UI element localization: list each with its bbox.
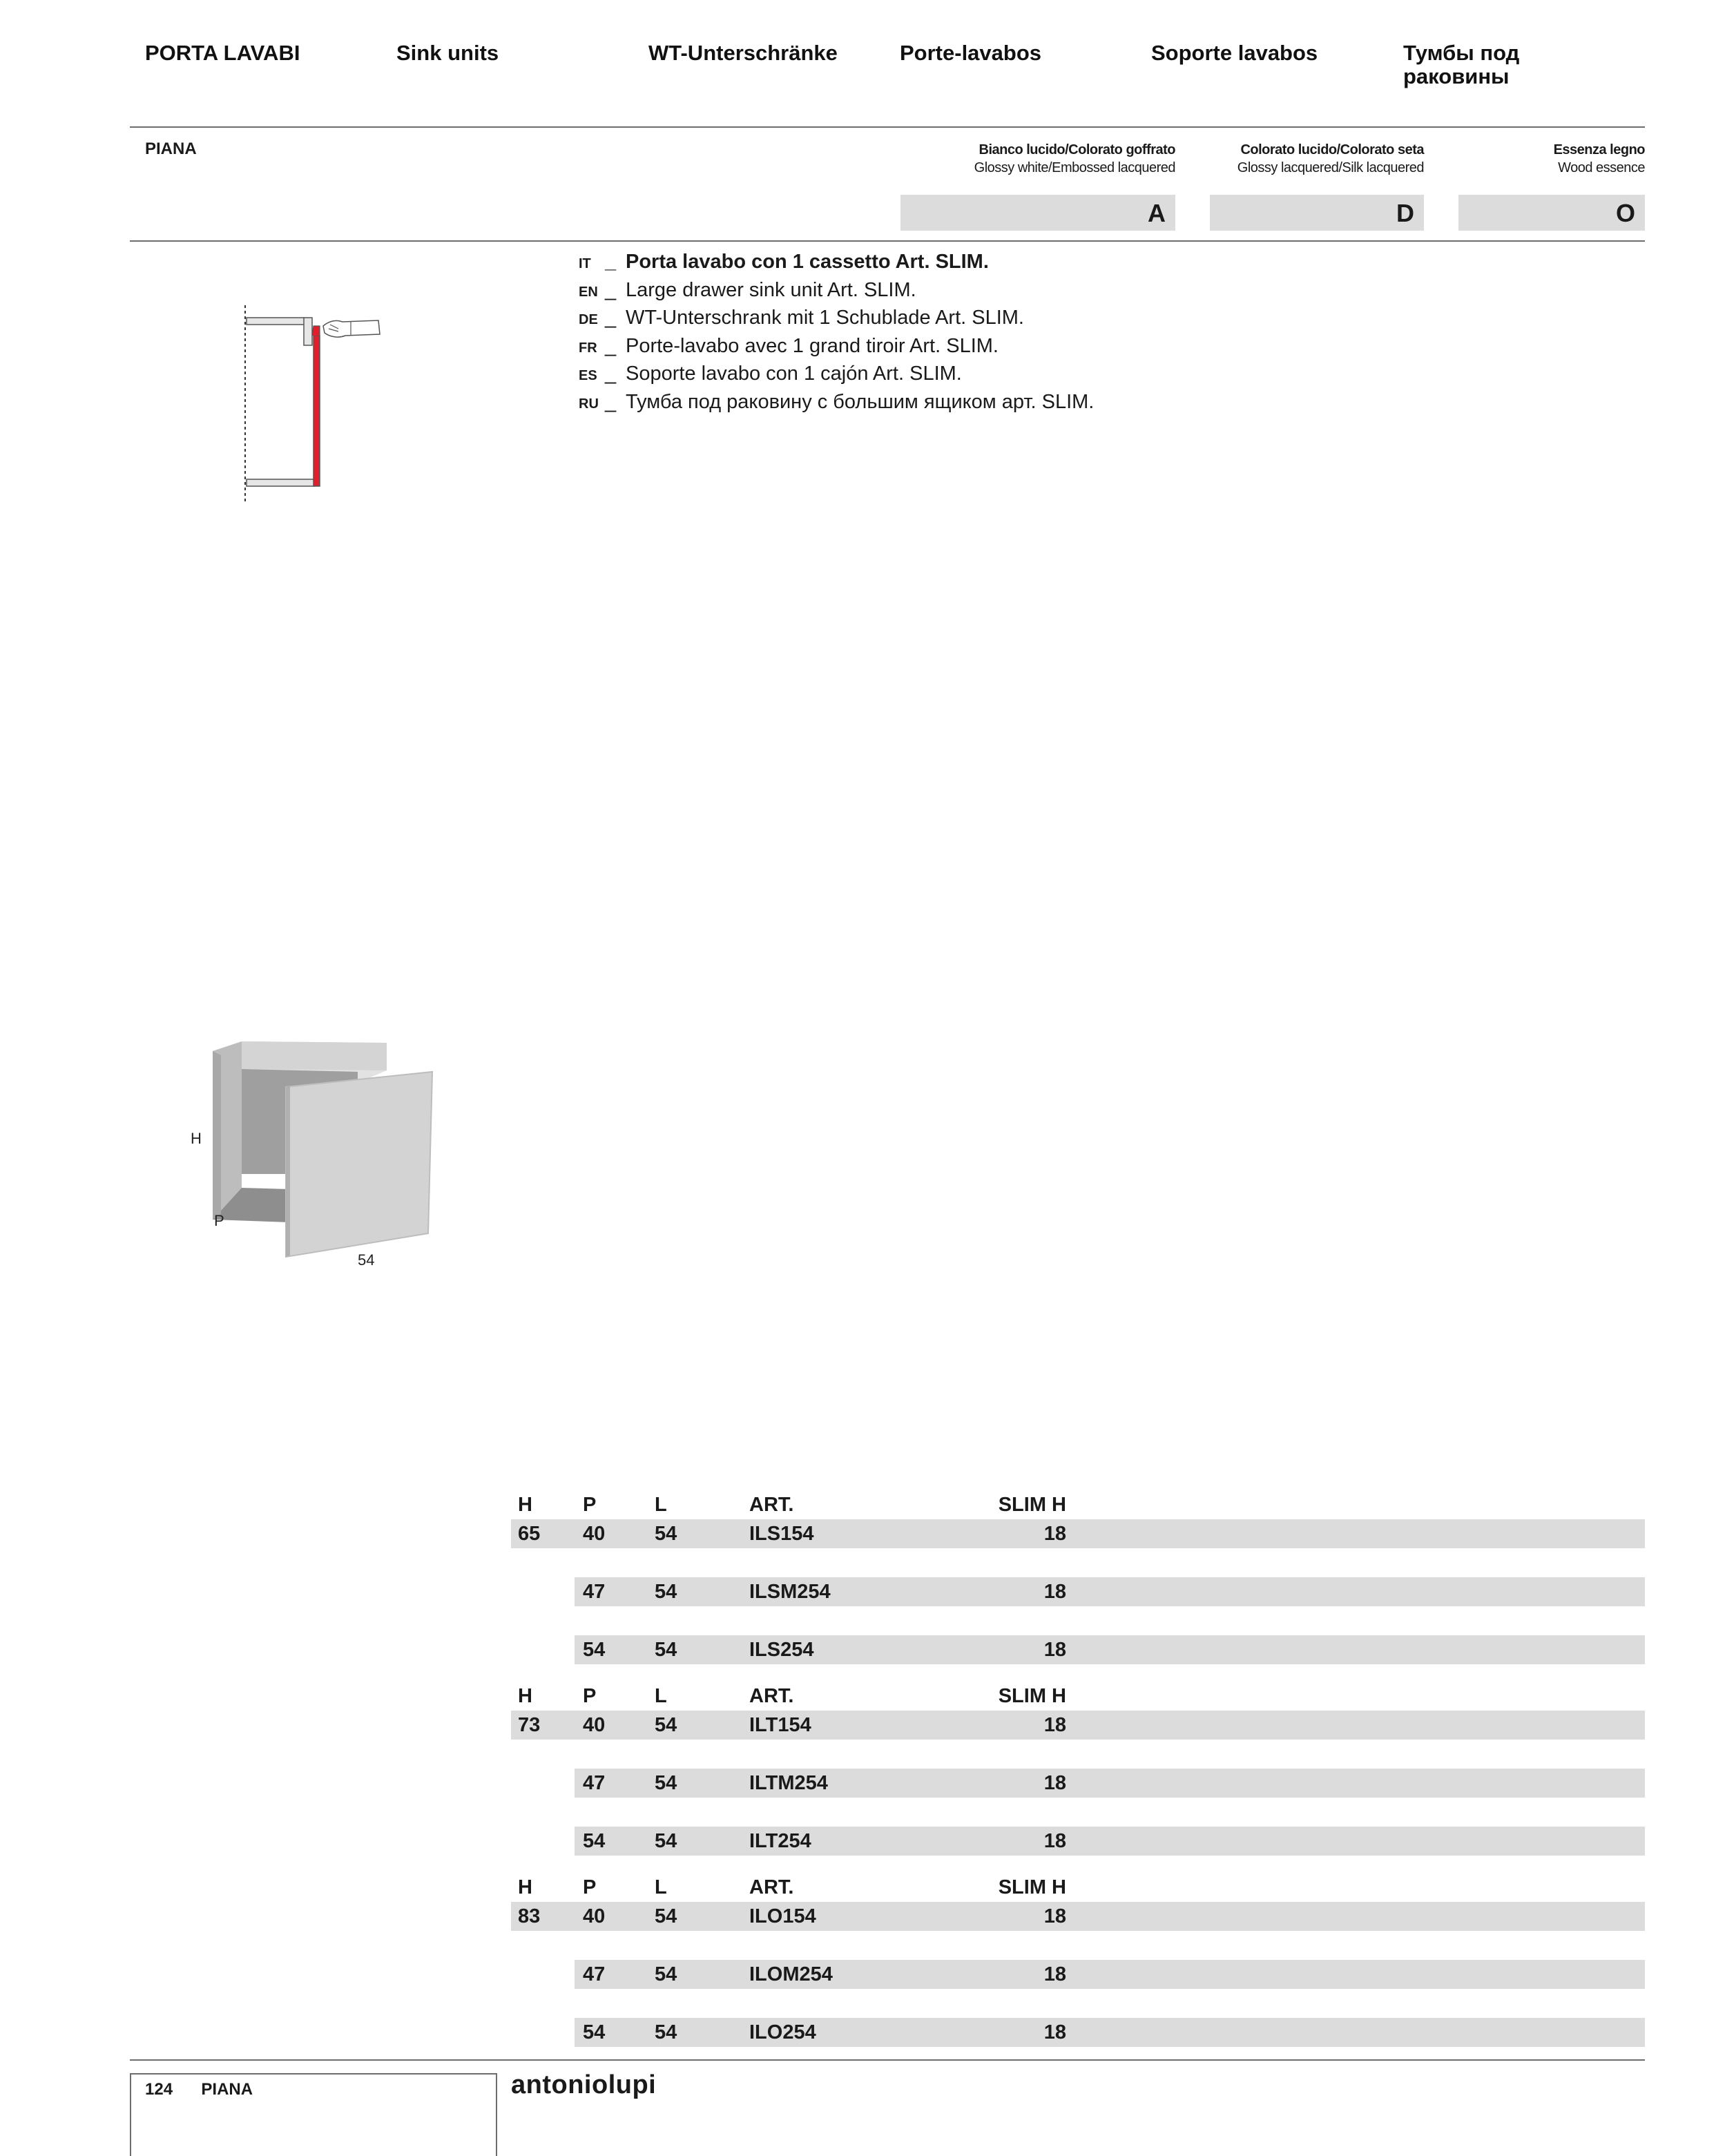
- finish-o-name: Essenza legno: [1553, 142, 1645, 157]
- cell-l: 54: [655, 1830, 677, 1852]
- cell-p: 47: [583, 1772, 606, 1794]
- cell-p: 47: [583, 1963, 606, 1985]
- table-row: [575, 1960, 1645, 1989]
- cell-art: ILT254: [749, 1830, 811, 1852]
- header-p: P: [583, 1876, 597, 1898]
- header-art: ART.: [749, 1685, 794, 1707]
- cell-p: 40: [583, 1714, 606, 1736]
- description-en: EN _ Large drawer sink unit Art. SLIM.: [579, 278, 1094, 307]
- description-text-fr: Porte-lavabo avec 1 grand tiroir Art. SLIM.: [626, 334, 999, 357]
- dimension-table-65: [511, 1490, 1645, 1664]
- cell-h: 83: [518, 1905, 541, 1927]
- finish-a-translation: Glossy white/Embossed lacquered: [974, 160, 1175, 175]
- brand-logo: antoniolupi: [511, 2070, 657, 2099]
- section-drawing: [235, 297, 394, 504]
- table-spacer: [511, 1798, 1645, 1827]
- cell-art: ILS154: [749, 1523, 814, 1545]
- header-slim-h: SLIM H: [998, 1494, 1066, 1516]
- header-l: L: [655, 1685, 667, 1707]
- lang-code-es: ES: [579, 368, 597, 383]
- description-text-ru: Тумба под раковину с большим ящиком арт. SLIM.: [626, 390, 1095, 413]
- table-spacer: [511, 1606, 1645, 1635]
- lang-code-en: EN: [579, 284, 598, 300]
- cell-p: 54: [583, 2021, 606, 2043]
- header-p: P: [583, 1685, 597, 1707]
- cell-h: 73: [518, 1714, 541, 1736]
- cell-art: ILTM254: [749, 1772, 828, 1794]
- description-ru: RU _ Тумба под раковину с большим ящиком арт. SLIM.: [579, 390, 1094, 418]
- table-row: [511, 1902, 1645, 1931]
- category-de: WT-Unterschränke: [648, 41, 838, 65]
- cell-slim-h: 18: [1043, 1905, 1066, 1927]
- header-l: L: [655, 1494, 667, 1516]
- header-p: P: [583, 1494, 597, 1516]
- table-spacer: [511, 1740, 1645, 1769]
- header-h: H: [518, 1494, 532, 1516]
- section-rule: [130, 240, 1645, 242]
- header-h: H: [518, 1876, 532, 1898]
- category-it: PORTA LAVABI: [145, 41, 300, 65]
- cell-slim-h: 18: [1043, 1963, 1066, 1985]
- finish-o: [1554, 141, 1645, 177]
- table-header-row: [511, 1682, 1645, 1711]
- category-en: Sink units: [396, 41, 499, 65]
- cell-slim-h: 18: [1043, 1830, 1066, 1852]
- finish-d-translation: Glossy lacquered/Silk lacquered: [1237, 160, 1424, 175]
- cell-slim-h: 18: [1043, 1639, 1066, 1661]
- cell-art: ILO254: [749, 2021, 816, 2043]
- description-text-es: Soporte lavabo con 1 cajón Art. SLIM.: [626, 363, 962, 385]
- cell-l: 54: [655, 1581, 677, 1603]
- description-de: DE _ WT-Unterschrank mit 1 Schublade Art. SLIM.: [579, 306, 1094, 334]
- table-row: [575, 1577, 1645, 1606]
- lang-code-ru: RU: [579, 396, 599, 412]
- table-spacer: [511, 1548, 1645, 1577]
- cell-l: 54: [655, 2021, 677, 2043]
- header-art: ART.: [749, 1494, 794, 1516]
- header-l: L: [655, 1876, 667, 1898]
- cell-p: 40: [583, 1905, 606, 1927]
- cell-p: 47: [583, 1581, 606, 1603]
- cell-p: 54: [583, 1639, 606, 1661]
- header-rule: [130, 126, 1645, 128]
- cell-art: ILOM254: [749, 1963, 833, 1985]
- cell-l: 54: [655, 1772, 677, 1794]
- cell-art: ILT154: [749, 1714, 811, 1736]
- header-slim-h: SLIM H: [998, 1685, 1066, 1707]
- header-h: H: [518, 1685, 532, 1707]
- page-number: 124: [145, 2080, 173, 2099]
- cell-slim-h: 18: [1043, 1772, 1066, 1794]
- dimension-table-83: [511, 1873, 1645, 2047]
- category-fr: Porte-lavabos: [900, 41, 1042, 65]
- finish-d: [1237, 141, 1424, 177]
- table-header-row: [511, 1490, 1645, 1519]
- description-fr: FR _ Porte-lavabo avec 1 grand tiroir Art. SLIM.: [579, 334, 1094, 363]
- header-slim-h: SLIM H: [998, 1876, 1066, 1898]
- finish-a-name: Bianco lucido/Colorato goffrato: [979, 142, 1175, 157]
- finish-d-name: Colorato lucido/Colorato seta: [1240, 142, 1424, 157]
- cell-p: 40: [583, 1523, 606, 1545]
- cell-l: 54: [655, 1905, 677, 1927]
- description-text-de: WT-Unterschrank mit 1 Schublade Art. SLIM.: [626, 307, 1024, 329]
- footer-rule: [130, 2059, 1645, 2061]
- lang-code-fr: FR: [579, 340, 597, 356]
- cell-h: 65: [518, 1523, 541, 1545]
- lang-code-it: IT: [579, 256, 591, 271]
- table-row: [575, 2018, 1645, 2047]
- cell-p: 54: [583, 1830, 606, 1852]
- dimension-label-h: H: [191, 1130, 202, 1147]
- table-row: [511, 1711, 1645, 1740]
- cell-slim-h: 18: [1043, 1714, 1066, 1736]
- cell-art: ILS254: [749, 1639, 814, 1661]
- category-ru: Тумбы под раковины: [1403, 41, 1520, 88]
- dimension-table-73: [511, 1682, 1645, 1856]
- cell-art: ILO154: [749, 1905, 816, 1927]
- product-image: [200, 1036, 449, 1271]
- finish-code-a: A: [900, 195, 1175, 231]
- table-row: [575, 1827, 1645, 1856]
- cell-slim-h: 18: [1043, 1581, 1066, 1603]
- footer-section: PIANA: [201, 2080, 253, 2099]
- category-es: Soporte lavabos: [1151, 41, 1318, 65]
- description-es: ES _ Soporte lavabo con 1 cajón Art. SLIM.: [579, 362, 1094, 390]
- finish-o-translation: Wood essence: [1558, 160, 1645, 175]
- lang-code-de: DE: [579, 312, 598, 327]
- finish-code-d: D: [1210, 195, 1424, 231]
- table-row: [511, 1519, 1645, 1548]
- table-spacer: [511, 1989, 1645, 2018]
- table-header-row: [511, 1873, 1645, 1902]
- description-it: IT _ Porta lavabo con 1 cassetto Art. SLIM.: [579, 250, 1094, 278]
- footer-page-info: [145, 2080, 253, 2099]
- header-art: ART.: [749, 1876, 794, 1898]
- cell-l: 54: [655, 1523, 677, 1545]
- dimension-label-p: P: [214, 1212, 224, 1229]
- cell-art: ILSM254: [749, 1581, 831, 1603]
- dimension-label-width: 54: [358, 1251, 375, 1269]
- cell-slim-h: 18: [1043, 2021, 1066, 2043]
- table-spacer: [511, 1931, 1645, 1960]
- description-text-en: Large drawer sink unit Art. SLIM.: [626, 278, 916, 301]
- table-row: [575, 1635, 1645, 1664]
- cell-l: 54: [655, 1963, 677, 1985]
- descriptions: [579, 250, 1094, 418]
- finish-code-o: O: [1458, 195, 1645, 231]
- finish-a: [974, 141, 1175, 177]
- cell-l: 54: [655, 1714, 677, 1736]
- cell-slim-h: 18: [1043, 1523, 1066, 1545]
- table-row: [575, 1769, 1645, 1798]
- section-label: PIANA: [145, 139, 197, 158]
- description-text-it: Porta lavabo con 1 cassetto Art. SLIM.: [626, 251, 989, 273]
- cell-l: 54: [655, 1639, 677, 1661]
